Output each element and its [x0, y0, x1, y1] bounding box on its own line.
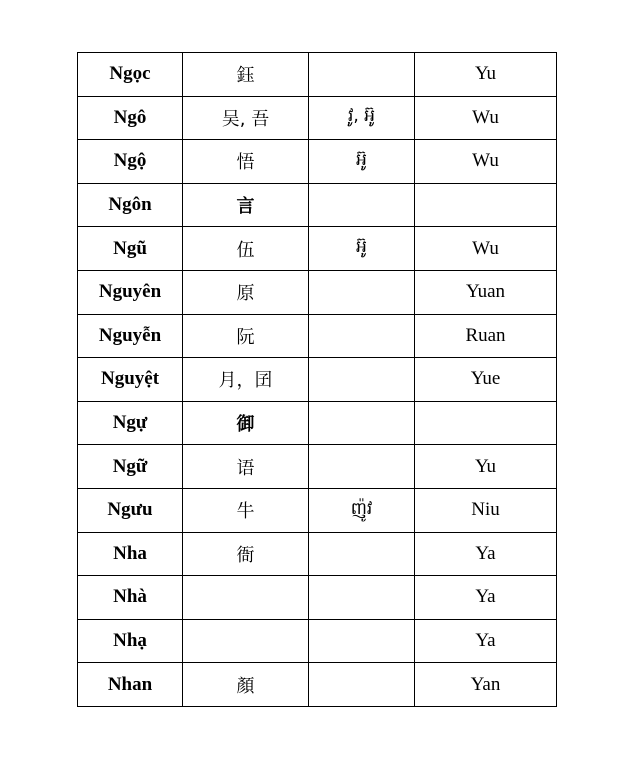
table-row [78, 96, 557, 140]
khmer-script-cell [309, 314, 415, 358]
pinyin-cell: Niu [415, 488, 557, 532]
han-character-cell: 原 [183, 270, 309, 314]
pinyin-cell: Wu [415, 227, 557, 271]
vietnamese-name-cell: Nhạ [78, 619, 183, 663]
vietnamese-name-cell: Nguyễn [78, 314, 183, 358]
pinyin-cell: Ruan [415, 314, 557, 358]
table-body [78, 53, 557, 707]
khmer-script-cell [309, 532, 415, 576]
khmer-script-cell [309, 401, 415, 445]
han-character-cell: 御 [183, 401, 309, 445]
khmer-script-cell [309, 270, 415, 314]
han-character-cell [183, 576, 309, 620]
vietnamese-name-cell: Ngữ [78, 445, 183, 489]
vietnamese-name-cell: Ngưu [78, 488, 183, 532]
khmer-script-cell [309, 183, 415, 227]
pinyin-cell: Yu [415, 53, 557, 97]
table-row [78, 576, 557, 620]
table-row [78, 140, 557, 184]
vietnamese-name-cell: Ngộ [78, 140, 183, 184]
han-character-cell: 牛 [183, 488, 309, 532]
pinyin-cell: Ya [415, 576, 557, 620]
pinyin-cell: Wu [415, 140, 557, 184]
khmer-script-cell [309, 53, 415, 97]
vietnamese-name-cell: Ngọc [78, 53, 183, 97]
vietnamese-name-cell: Nguyên [78, 270, 183, 314]
vietnamese-name-cell: Ngôn [78, 183, 183, 227]
khmer-script-cell [309, 663, 415, 707]
han-character-cell: 伍 [183, 227, 309, 271]
han-character-cell: 语 [183, 445, 309, 489]
khmer-script-cell [309, 619, 415, 663]
khmer-script-cell [309, 576, 415, 620]
table-row [78, 532, 557, 576]
table-row [78, 227, 557, 271]
table-row [78, 358, 557, 402]
han-character-cell: 顏 [183, 663, 309, 707]
vietnamese-name-cell: Nguyệt [78, 358, 183, 402]
han-character-cell: 阮 [183, 314, 309, 358]
khmer-script-cell [309, 358, 415, 402]
han-character-cell [183, 619, 309, 663]
pinyin-cell [415, 401, 557, 445]
pinyin-cell: Yan [415, 663, 557, 707]
pinyin-cell: Yue [415, 358, 557, 402]
vietnamese-name-cell: Nha [78, 532, 183, 576]
pinyin-cell: Yu [415, 445, 557, 489]
vietnamese-name-cell: Nhan [78, 663, 183, 707]
table-row [78, 401, 557, 445]
khmer-script-cell: ញ៉ូវ [309, 488, 415, 532]
khmer-script-cell: អ៊ូ [309, 140, 415, 184]
table-row [78, 663, 557, 707]
pinyin-cell: Wu [415, 96, 557, 140]
table-row [78, 53, 557, 97]
vietnamese-name-cell: Ngô [78, 96, 183, 140]
han-character-cell: 衙 [183, 532, 309, 576]
han-character-cell: 言 [183, 183, 309, 227]
vietnamese-name-cell: Ngũ [78, 227, 183, 271]
khmer-script-cell: វូ, អ៊ូ [309, 96, 415, 140]
han-character-cell: 月，囝 [183, 358, 309, 402]
han-character-cell: 悟 [183, 140, 309, 184]
table-row [78, 445, 557, 489]
khmer-script-cell [309, 445, 415, 489]
vietnamese-name-cell: Nhà [78, 576, 183, 620]
pinyin-cell [415, 183, 557, 227]
table-row [78, 488, 557, 532]
han-character-cell: 吴, 吾 [183, 96, 309, 140]
table-row [78, 183, 557, 227]
khmer-script-cell: អ៊ូ [309, 227, 415, 271]
table-row [78, 619, 557, 663]
name-table [77, 52, 557, 707]
han-character-cell: 鈺 [183, 53, 309, 97]
pinyin-cell: Ya [415, 532, 557, 576]
vietnamese-name-cell: Ngự [78, 401, 183, 445]
pinyin-cell: Yuan [415, 270, 557, 314]
table-row [78, 314, 557, 358]
pinyin-cell: Ya [415, 619, 557, 663]
table-row [78, 270, 557, 314]
